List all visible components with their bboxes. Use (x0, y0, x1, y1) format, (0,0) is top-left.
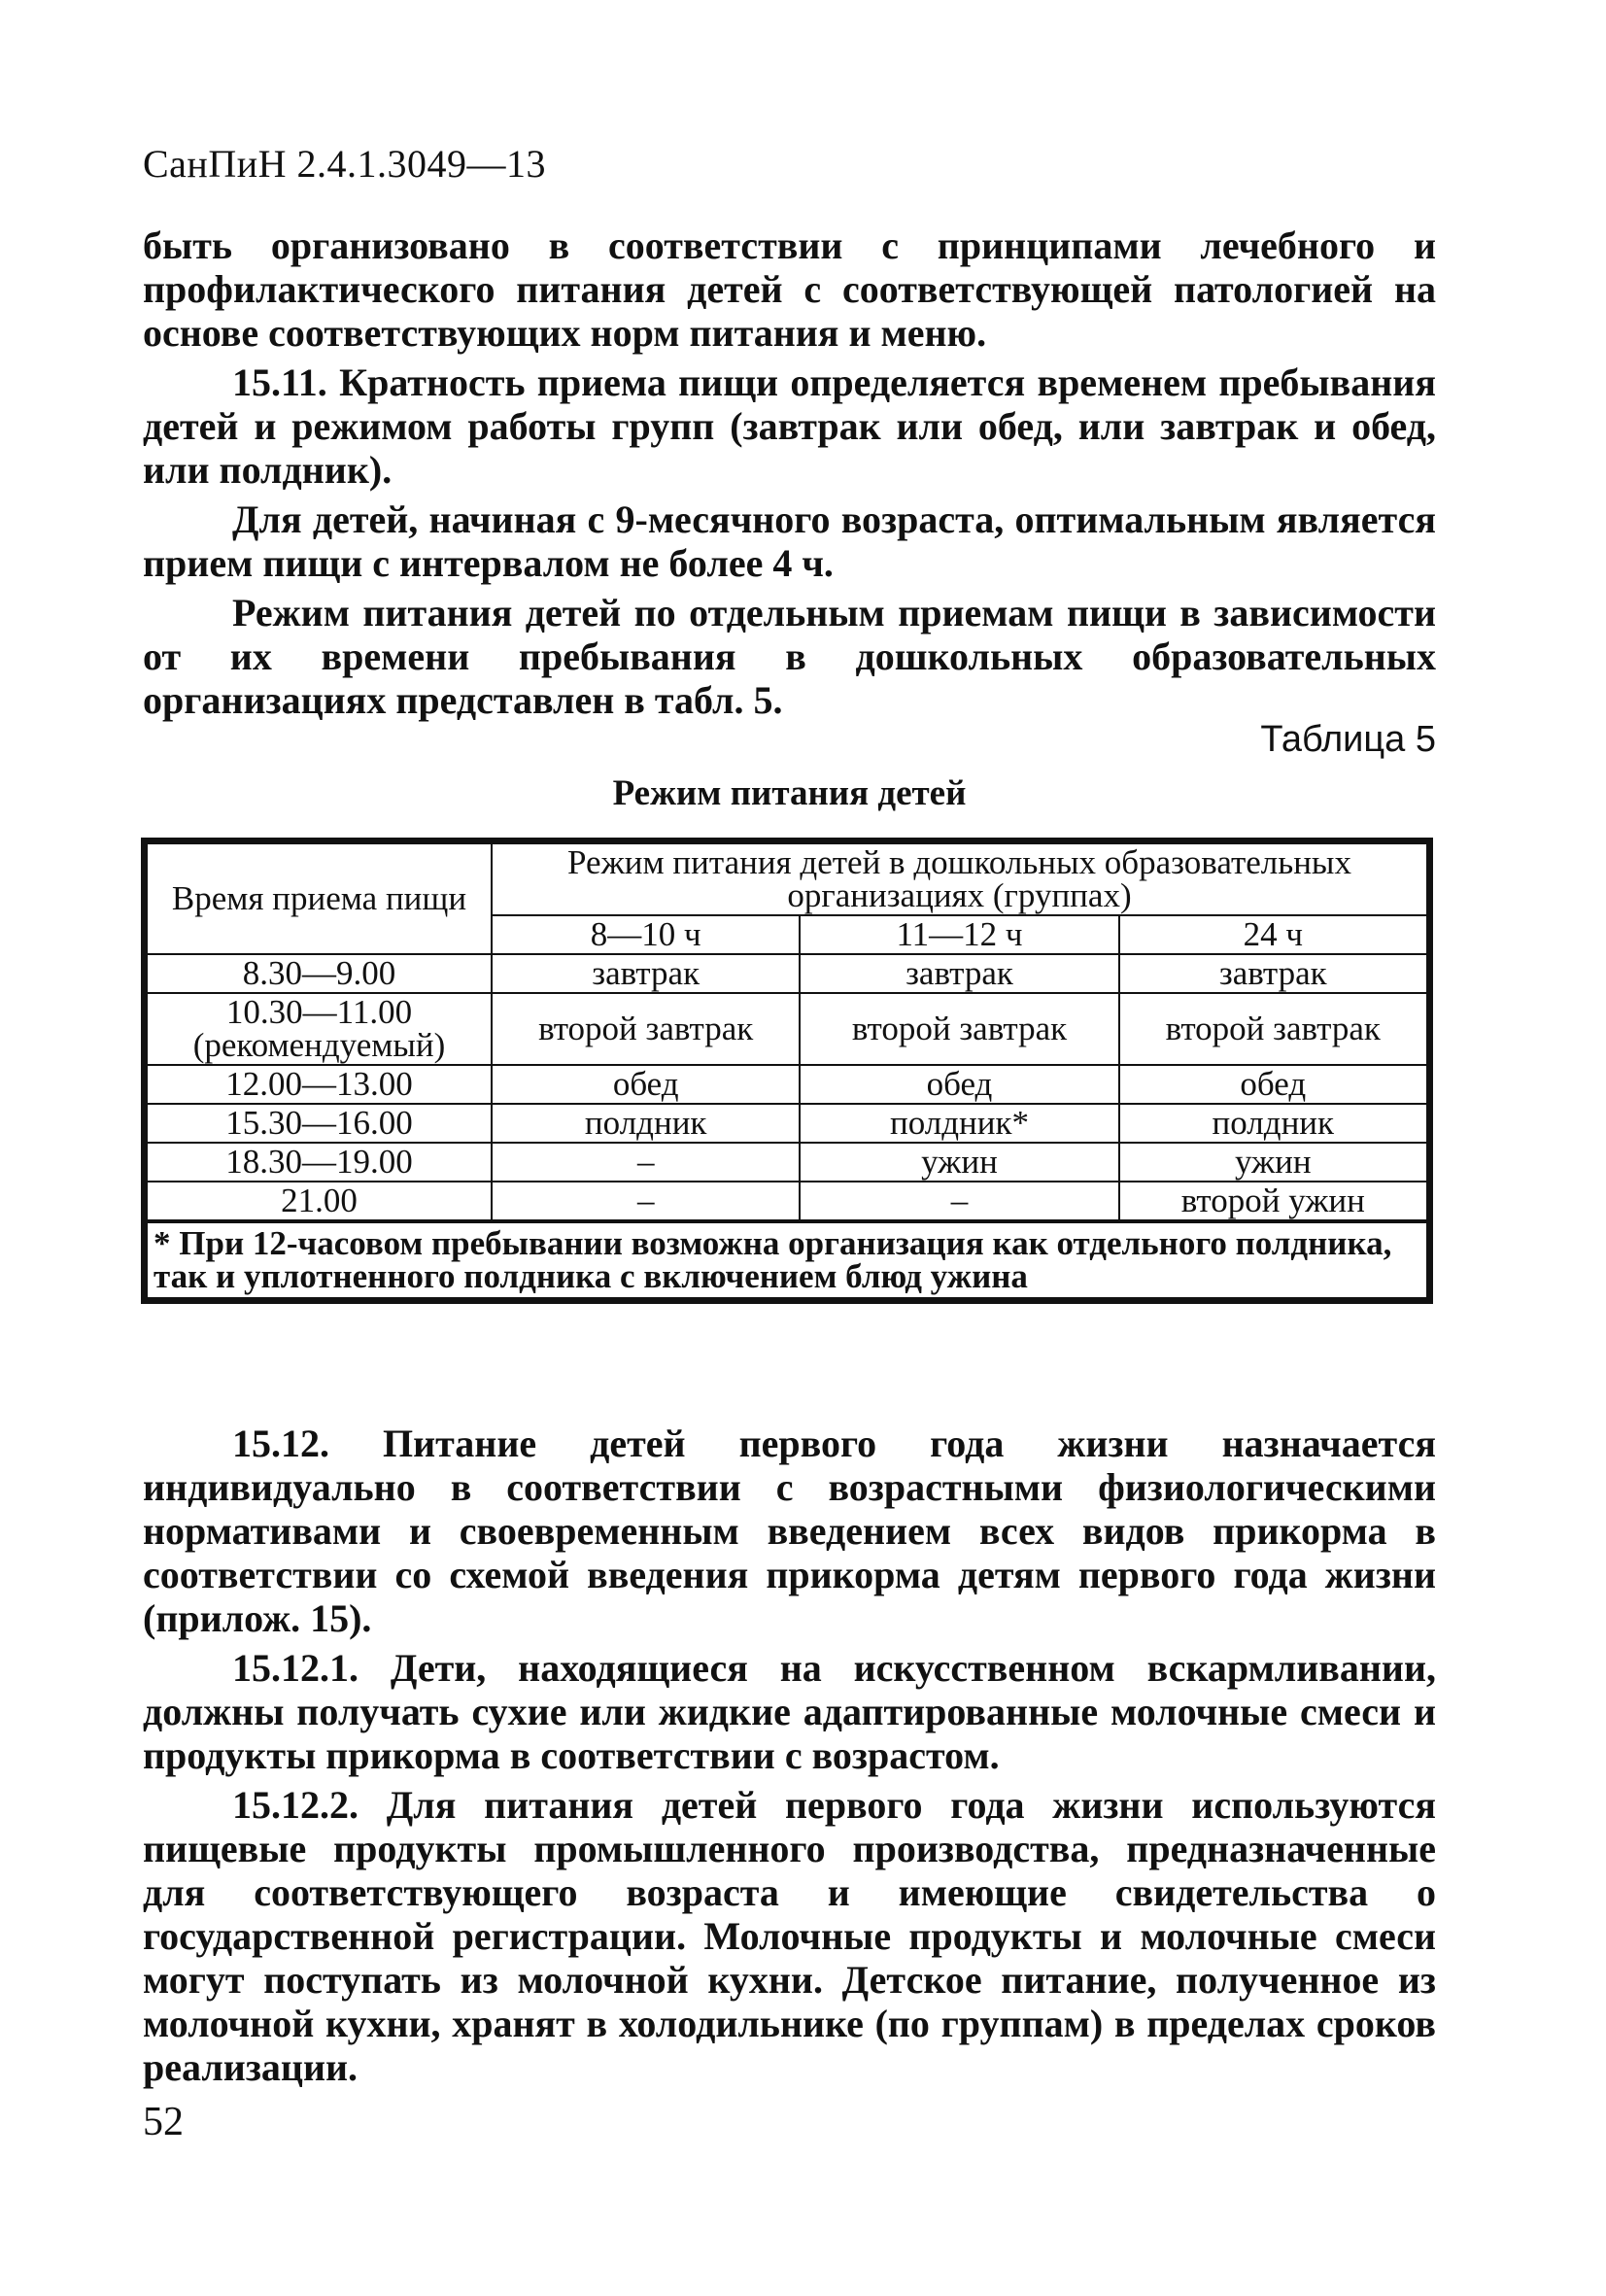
body-text-bottom (143, 1422, 1436, 2095)
header-time: Время приема пищи (147, 843, 492, 954)
paragraph: 15.12.2. Для питания детей первого года жизни используются пищевые продукты промышленного производства, предназначенные для соответствующего возраста и имеющие свидетельства о государственной регистрации. Молочные продукты и молочные смеси могут поступать из молочной кухни. Детское питание, полученное из молочной кухни, хранят в холодильнике (по группам) в пределах сроков реализации. (143, 1783, 1436, 2089)
header-group: Режим питания детей в дошкольных образовательных организациях (группах) (492, 843, 1427, 915)
cell-time: 10.30—11.00 (рекомендуемый) (147, 993, 492, 1065)
cell-meal: второй ужин (1119, 1182, 1427, 1221)
paragraph: 15.12.1. Дети, находящиеся на искусственном вскармливании, должны получать сухие или жидкие адаптированные молочные смеси и продукты прикорма в соответствии с возрастом. (143, 1646, 1436, 1777)
cell-meal: обед (492, 1065, 800, 1104)
cell-meal: второй завтрак (800, 993, 1118, 1065)
cell-meal: полдник* (800, 1104, 1118, 1143)
cell-time: 8.30—9.00 (147, 954, 492, 993)
cell-meal: второй завтрак (1119, 993, 1427, 1065)
body-text-top (143, 223, 1436, 728)
meal-schedule-table (141, 838, 1433, 1304)
cell-time: 18.30—19.00 (147, 1143, 492, 1182)
paragraph: 15.11. Кратность приема пищи определяется временем пребывания детей и режимом работы групп (завтрак или обед, или завтрак и обед, или полдник). (143, 360, 1436, 492)
table-footnote: * При 12-часовом пребывании возможна организация как отдельного полдника, так и уплотненного полдника с включением блюд ужина (147, 1221, 1427, 1298)
cell-meal: обед (800, 1065, 1118, 1104)
table-row (147, 1143, 1427, 1182)
paragraph: Для детей, начиная с 9-месячного возраста, оптимальным является прием пищи с интервалом не более 4 ч. (143, 497, 1436, 585)
table-row (147, 954, 1427, 993)
table-title: Режим питания детей (612, 773, 967, 813)
cell-meal: – (800, 1182, 1118, 1221)
paragraph: Режим питания детей по отдельным приемам пищи в зависимости от их времени пребывания в дошкольных образовательных организациях представлен в табл. 5. (143, 591, 1436, 722)
cell-meal: полдник (1119, 1104, 1427, 1143)
cell-meal: завтрак (1119, 954, 1427, 993)
paragraph: быть организовано в соответствии с принципами лечебного и профилактического питания детей с соответствующей патологией на основе соответствующих норм питания и меню. (143, 223, 1436, 355)
table-row (147, 993, 1427, 1065)
cell-time: 15.30—16.00 (147, 1104, 492, 1143)
table-row (147, 1104, 1427, 1143)
page-number: 52 (143, 2100, 184, 2144)
cell-meal: полдник (492, 1104, 800, 1143)
cell-meal: завтрак (800, 954, 1118, 993)
paragraph: 15.12. Питание детей первого года жизни назначается индивидуально в соответствии с возрастными физиологическими нормативами и своевременным введением всех видов прикорма в соответствии со схемой введения прикорма детям первого года жизни (прилож. 15). (143, 1422, 1436, 1640)
cell-meal: – (492, 1143, 800, 1182)
cell-meal: второй завтрак (492, 993, 800, 1065)
subheader-8-10: 8—10 ч (492, 915, 800, 954)
subheader-11-12: 11—12 ч (800, 915, 1118, 954)
cell-meal: обед (1119, 1065, 1427, 1104)
subheader-24: 24 ч (1119, 915, 1427, 954)
cell-time: 21.00 (147, 1182, 492, 1221)
cell-meal: завтрак (492, 954, 800, 993)
page-header: СанПиН 2.4.1.3049—13 (143, 142, 547, 186)
table-row (147, 1182, 1427, 1221)
cell-meal: ужин (1119, 1143, 1427, 1182)
cell-meal: ужин (800, 1143, 1118, 1182)
table-number: Таблица 5 (1260, 719, 1436, 760)
cell-meal: – (492, 1182, 800, 1221)
cell-time: 12.00—13.00 (147, 1065, 492, 1104)
table-row (147, 1065, 1427, 1104)
